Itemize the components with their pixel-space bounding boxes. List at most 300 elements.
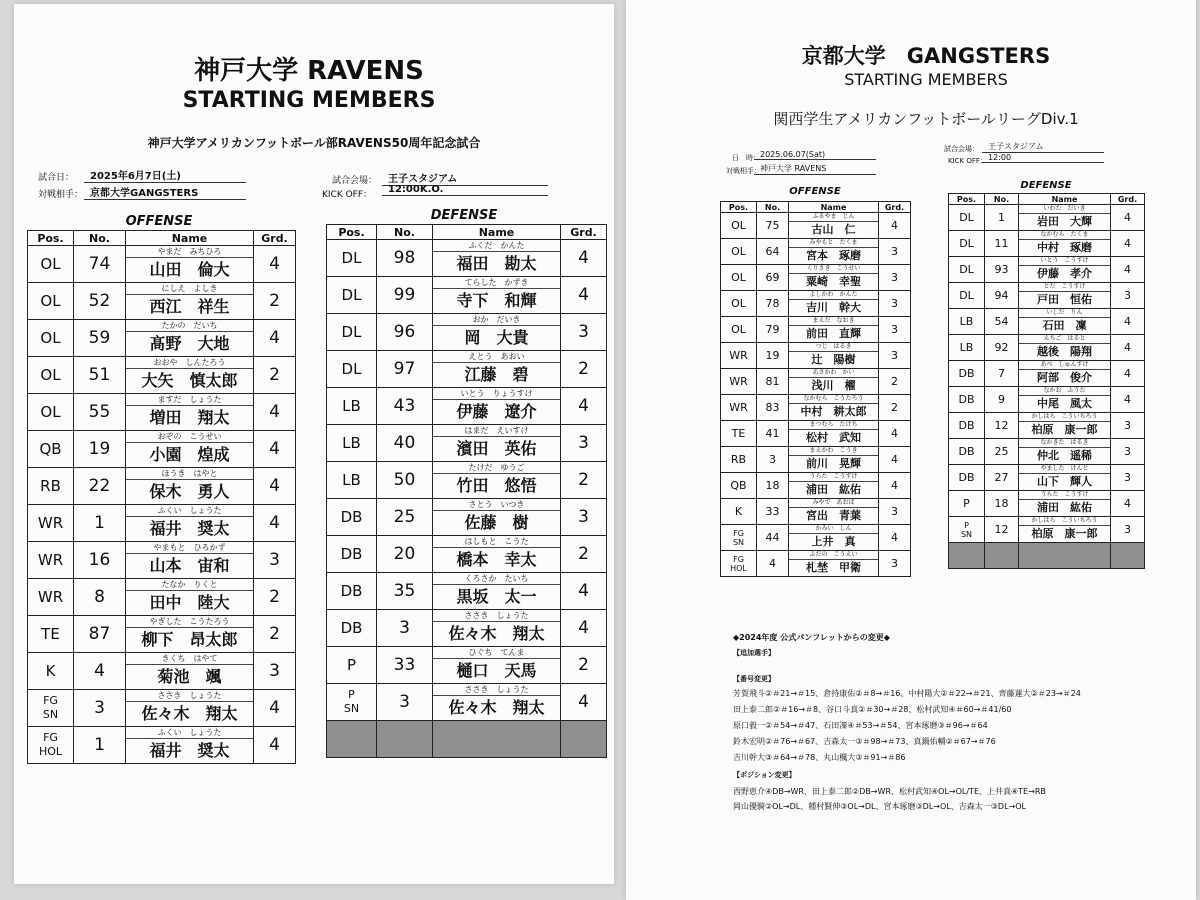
player-name: 黒坂 太一 xyxy=(456,586,537,606)
kyoto-defense-title: DEFENSE xyxy=(1020,180,1072,191)
name-cell xyxy=(789,447,879,473)
table-row xyxy=(949,335,1145,361)
kyoto-date-value: 2025.06.07(Sat) xyxy=(754,150,876,160)
grade-cell: 4 xyxy=(254,394,296,431)
player-name: 古山 仁 xyxy=(811,222,856,236)
player-name: 辻 陽樹 xyxy=(811,352,856,366)
furigana: ふくい しょうた xyxy=(126,506,253,517)
empty-cell xyxy=(985,543,1019,569)
position-cell: DB xyxy=(327,499,377,536)
position-text: P SN xyxy=(960,520,973,539)
player-name: 阿部 俊介 xyxy=(1037,370,1092,384)
name-header: Name xyxy=(1019,194,1111,205)
grade-cell: 3 xyxy=(1111,283,1145,309)
furigana: なかお ふうた xyxy=(1019,387,1110,395)
number-cell: 3 xyxy=(74,690,126,727)
grade-cell: 4 xyxy=(254,468,296,505)
position-cell: K xyxy=(721,499,757,525)
empty-row xyxy=(949,543,1145,569)
name-cell xyxy=(789,317,879,343)
position-text: FG SN xyxy=(42,694,59,721)
player-name: 山田 倫大 xyxy=(149,259,230,279)
position-cell: OL xyxy=(721,317,757,343)
number-cell: 64 xyxy=(757,239,789,265)
furigana: いとう りょうすけ xyxy=(433,389,560,400)
name-cell xyxy=(1019,465,1111,491)
table-row xyxy=(721,421,911,447)
grade-cell: 3 xyxy=(1111,465,1145,491)
name-cell xyxy=(789,525,879,551)
player-name: 吉川 幹大 xyxy=(806,300,861,314)
table-row xyxy=(28,690,296,727)
change-line: 吉川幹大③＃64→＃78、丸山楓大③＃91→＃86 xyxy=(733,753,906,762)
kyoto-opponent-label: 対戦相手： xyxy=(726,167,761,175)
grade-cell: 2 xyxy=(254,616,296,653)
number-cell: 43 xyxy=(377,388,433,425)
grade-header: Grd. xyxy=(254,231,296,246)
grade-cell: 2 xyxy=(561,351,607,388)
name-cell xyxy=(789,239,879,265)
position-cell: QB xyxy=(28,431,74,468)
grade-cell: 4 xyxy=(1111,335,1145,361)
player-name: 粟崎 幸聖 xyxy=(806,274,861,288)
empty-cell xyxy=(433,721,561,758)
position-cell: DL xyxy=(949,205,985,231)
name-cell xyxy=(433,499,561,536)
position-changes-label: 【ポジション変更】 xyxy=(733,771,796,779)
grade-header: Grd. xyxy=(561,225,607,240)
position-cell: OL xyxy=(28,357,74,394)
table-row xyxy=(327,240,607,277)
name-cell xyxy=(433,647,561,684)
number-changes-label: 【番号変更】 xyxy=(733,675,775,683)
grade-cell: 4 xyxy=(254,320,296,357)
position-cell: LB xyxy=(949,309,985,335)
table-row xyxy=(327,610,607,647)
change-line: 岡山優騎②OL→DL、種村賢伸③OL→DL、宮本琢磨③DL→OL、吉森太一③DL→OL xyxy=(733,802,1026,811)
player-name: 岡 大貴 xyxy=(464,327,529,347)
furigana: やぎした こうたろう xyxy=(126,617,253,628)
number-cell: 40 xyxy=(377,425,433,462)
position-text: FG HOL xyxy=(730,554,747,573)
furigana: ほうき はやと xyxy=(126,469,253,480)
number-cell: 4 xyxy=(757,551,789,577)
table-header-row xyxy=(721,202,911,213)
name-cell xyxy=(1019,335,1111,361)
furigana: ますだ しょうた xyxy=(126,395,253,406)
furigana: いとう こうすけ xyxy=(1019,257,1110,265)
table-row xyxy=(949,491,1145,517)
grade-cell: 3 xyxy=(879,239,911,265)
name-cell xyxy=(433,462,561,499)
kyoto-offense-table xyxy=(720,201,911,577)
name-cell xyxy=(789,213,879,239)
furigana: うらた こうすけ xyxy=(789,473,878,481)
player-name: 戸田 恒佑 xyxy=(1037,292,1092,306)
grade-cell: 4 xyxy=(561,610,607,647)
furigana: きくち はやて xyxy=(126,654,253,665)
grade-cell: 2 xyxy=(561,647,607,684)
furigana: はまだ えいすけ xyxy=(433,426,560,437)
empty-cell xyxy=(327,721,377,758)
grade-cell: 4 xyxy=(254,727,296,764)
player-name: 岩田 大輝 xyxy=(1037,214,1092,228)
furigana: えとう あおい xyxy=(433,352,560,363)
table-row xyxy=(949,283,1145,309)
number-cell: 3 xyxy=(377,684,433,721)
player-name: 越後 陽翔 xyxy=(1037,344,1092,358)
furigana: ささき しょうた xyxy=(433,611,560,622)
position-cell: RB xyxy=(721,447,757,473)
grade-cell: 2 xyxy=(254,579,296,616)
position-cell: DB xyxy=(949,361,985,387)
grade-cell: 4 xyxy=(1111,387,1145,413)
table-row xyxy=(949,361,1145,387)
position-cell: DL xyxy=(327,351,377,388)
added-players-label: 【追加選手】 xyxy=(733,649,775,657)
name-cell xyxy=(126,468,254,505)
kobe-starting-sheet xyxy=(14,4,614,884)
position-cell: OL xyxy=(28,394,74,431)
number-cell: 54 xyxy=(985,309,1019,335)
pos-header: Pos. xyxy=(949,194,985,205)
position-cell: RB xyxy=(28,468,74,505)
furigana: あべ しゅんすけ xyxy=(1019,361,1110,369)
change-line: 芳賀飛斗②＃21→＃15、倉持康佑②＃8→＃16、中村陽大②＃22→＃21、齊藤蓮大②＃23→＃24 xyxy=(733,689,1081,698)
table-row xyxy=(721,369,911,395)
number-cell: 96 xyxy=(377,314,433,351)
grade-cell: 3 xyxy=(1111,413,1145,439)
player-name: 樋口 天馬 xyxy=(456,660,537,680)
player-name: 竹田 悠悟 xyxy=(456,475,537,495)
table-row xyxy=(949,413,1145,439)
number-cell: 83 xyxy=(757,395,789,421)
kobe-offense-table xyxy=(27,230,296,764)
grade-cell: 4 xyxy=(561,277,607,314)
player-name: 中尾 風太 xyxy=(1037,396,1092,410)
position-cell: DL xyxy=(949,257,985,283)
name-cell xyxy=(126,616,254,653)
furigana: かしはら こういちろう xyxy=(1019,413,1110,421)
number-cell: 16 xyxy=(74,542,126,579)
kyoto-venue-value: 王子スタジアム xyxy=(982,141,1104,153)
position-cell: OL xyxy=(28,246,74,283)
table-row xyxy=(949,231,1145,257)
position-cell: WR xyxy=(28,542,74,579)
furigana: さとう いつき xyxy=(433,500,560,511)
number-cell: 1 xyxy=(74,727,126,764)
player-name: 宮出 青葉 xyxy=(806,508,861,522)
name-cell xyxy=(126,320,254,357)
position-cell: DB xyxy=(949,387,985,413)
kyoto-opponent-value: 神戸大学 RAVENS xyxy=(754,163,876,175)
grade-cell: 3 xyxy=(1111,439,1145,465)
name-cell xyxy=(789,291,879,317)
table-row xyxy=(721,265,911,291)
position-cell: DB xyxy=(949,439,985,465)
table-row xyxy=(721,473,911,499)
player-name: 小園 煌成 xyxy=(149,444,230,464)
number-cell: 50 xyxy=(377,462,433,499)
number-cell: 9 xyxy=(985,387,1019,413)
grade-cell: 4 xyxy=(1111,491,1145,517)
empty-cell xyxy=(377,721,433,758)
position-cell xyxy=(721,525,757,551)
furigana: なかむら こうたろう xyxy=(789,395,878,403)
name-cell xyxy=(1019,517,1111,543)
player-name: 福井 奨太 xyxy=(149,740,230,760)
name-cell xyxy=(789,421,879,447)
player-name: 増田 翔太 xyxy=(149,407,230,427)
grade-cell: 4 xyxy=(1111,257,1145,283)
name-cell xyxy=(789,343,879,369)
table-row xyxy=(327,684,607,721)
position-cell: WR xyxy=(28,579,74,616)
player-name: 山本 宙和 xyxy=(149,555,230,575)
furigana: ささき しょうた xyxy=(126,691,253,702)
name-cell xyxy=(433,573,561,610)
furigana: かみい しん xyxy=(789,525,878,533)
grade-cell: 2 xyxy=(561,536,607,573)
furigana: つじ はるき xyxy=(789,343,878,351)
name-cell xyxy=(126,394,254,431)
position-cell: WR xyxy=(721,369,757,395)
player-name: 保木 勇人 xyxy=(149,481,230,501)
table-header-row xyxy=(28,231,296,246)
player-name: 菊池 颯 xyxy=(157,666,222,686)
furigana: いしだ りん xyxy=(1019,309,1110,317)
position-cell xyxy=(28,690,74,727)
player-name: 浅川 櫂 xyxy=(811,378,856,392)
change-line: 西野恵介④DB→WR、田上泰二郎②DB→WR、松村武知④OL→OL/TE、上井真④TE→RB xyxy=(733,787,1046,796)
number-cell: 97 xyxy=(377,351,433,388)
number-cell: 78 xyxy=(757,291,789,317)
name-header: Name xyxy=(789,202,879,213)
furigana: みやで あおば xyxy=(789,499,878,507)
position-cell xyxy=(327,684,377,721)
number-cell: 74 xyxy=(74,246,126,283)
table-row xyxy=(327,388,607,425)
player-name: 橋本 幸太 xyxy=(456,549,537,569)
table-row xyxy=(721,239,911,265)
furigana: たけだ ゆうご xyxy=(433,463,560,474)
position-cell: OL xyxy=(721,265,757,291)
player-name: 柳下 昂太郎 xyxy=(141,629,238,649)
number-cell: 87 xyxy=(74,616,126,653)
player-name: 中村 耕太郎 xyxy=(800,404,867,418)
table-row xyxy=(949,465,1145,491)
name-header: Name xyxy=(433,225,561,240)
grade-cell: 3 xyxy=(561,499,607,536)
grade-cell: 3 xyxy=(561,425,607,462)
table-header-row xyxy=(949,194,1145,205)
no-header: No. xyxy=(985,194,1019,205)
furigana: やまもと ひろかず xyxy=(126,543,253,554)
position-text: FG SN xyxy=(732,528,745,547)
name-cell xyxy=(126,690,254,727)
position-cell: LB xyxy=(949,335,985,361)
grade-cell: 3 xyxy=(879,265,911,291)
grade-cell: 2 xyxy=(879,369,911,395)
player-name: 前田 直輝 xyxy=(806,326,861,340)
grade-header: Grd. xyxy=(1111,194,1145,205)
number-cell: 8 xyxy=(74,579,126,616)
position-cell: LB xyxy=(327,388,377,425)
number-cell: 33 xyxy=(377,647,433,684)
grade-cell: 3 xyxy=(254,653,296,690)
name-cell xyxy=(1019,439,1111,465)
position-cell: WR xyxy=(721,395,757,421)
kyoto-venue-label: 試合会場： xyxy=(944,145,979,153)
position-cell xyxy=(721,551,757,577)
number-cell: 79 xyxy=(757,317,789,343)
name-cell xyxy=(433,351,561,388)
position-cell: QB xyxy=(721,473,757,499)
table-row xyxy=(949,309,1145,335)
change-line: 鈴木宏明②＃76→＃67、吉森太一③＃98→＃73、真鍋佑輔②＃67→＃76 xyxy=(733,737,996,746)
player-name: 佐々木 翔太 xyxy=(141,703,238,723)
position-cell: LB xyxy=(327,425,377,462)
table-row xyxy=(721,499,911,525)
name-cell xyxy=(126,542,254,579)
player-name: 松村 武知 xyxy=(806,430,861,444)
position-cell: OL xyxy=(721,291,757,317)
position-cell: DB xyxy=(327,573,377,610)
table-header-row xyxy=(327,225,607,240)
pos-header: Pos. xyxy=(327,225,377,240)
player-name: 札埜 甲衛 xyxy=(806,560,861,574)
grade-cell: 3 xyxy=(1111,517,1145,543)
table-row xyxy=(28,653,296,690)
position-cell: P xyxy=(949,491,985,517)
changes-heading: ◆2024年度 公式パンフレットからの変更◆ xyxy=(733,633,890,642)
table-row xyxy=(327,425,607,462)
table-row xyxy=(28,394,296,431)
table-row xyxy=(949,517,1145,543)
grade-cell: 4 xyxy=(561,684,607,721)
furigana: ささき しょうた xyxy=(433,685,560,696)
grade-cell: 4 xyxy=(561,388,607,425)
kobe-opponent-label: 対戦相手： xyxy=(38,190,84,200)
name-cell xyxy=(126,246,254,283)
furigana: ひぐち てんま xyxy=(433,648,560,659)
position-cell xyxy=(28,727,74,764)
name-header: Name xyxy=(126,231,254,246)
grade-cell: 4 xyxy=(254,690,296,727)
number-cell: 93 xyxy=(985,257,1019,283)
table-row xyxy=(28,579,296,616)
number-cell: 35 xyxy=(377,573,433,610)
number-cell: 1 xyxy=(74,505,126,542)
grade-cell: 2 xyxy=(254,357,296,394)
number-cell: 98 xyxy=(377,240,433,277)
grade-cell: 4 xyxy=(1111,231,1145,257)
change-line: 原口毅一②＃54→＃47、石田凜④＃53→＃54、宮本琢磨③＃96→＃64 xyxy=(733,721,988,730)
kobe-team-title: 神戸大学 RAVENS xyxy=(194,56,424,86)
table-row xyxy=(721,525,911,551)
kobe-offense-title: OFFENSE xyxy=(125,214,193,229)
grade-cell: 4 xyxy=(879,213,911,239)
position-cell: DL xyxy=(327,240,377,277)
name-cell xyxy=(789,473,879,499)
name-cell xyxy=(433,277,561,314)
player-name: 仲北 遥稀 xyxy=(1037,448,1092,462)
name-cell xyxy=(126,431,254,468)
grade-cell: 4 xyxy=(561,240,607,277)
position-cell: DB xyxy=(949,465,985,491)
furigana: まつむら たけち xyxy=(789,421,878,429)
number-cell: 18 xyxy=(985,491,1019,517)
table-row xyxy=(28,468,296,505)
name-cell xyxy=(126,357,254,394)
grade-cell: 3 xyxy=(879,551,911,577)
player-name: 柏原 康一郎 xyxy=(1031,422,1098,436)
furigana: たかの だいち xyxy=(126,321,253,332)
table-row xyxy=(327,351,607,388)
position-cell: DL xyxy=(949,231,985,257)
number-cell: 3 xyxy=(377,610,433,647)
furigana: ふだの こうえい xyxy=(789,551,878,559)
table-row xyxy=(949,257,1145,283)
name-cell xyxy=(433,536,561,573)
grade-cell: 3 xyxy=(879,317,911,343)
kyoto-offense-title: OFFENSE xyxy=(789,186,841,197)
number-cell: 94 xyxy=(985,283,1019,309)
furigana: よしかわ かんた xyxy=(789,291,878,299)
furigana: にしえ よしき xyxy=(126,284,253,295)
player-name: 田中 陸大 xyxy=(149,592,230,612)
change-line: 田上泰二郎②＃16→＃8、谷口斗真②＃30→＃28、松村武知④＃60→＃41/60 xyxy=(733,705,1012,714)
position-cell: OL xyxy=(28,320,74,357)
position-cell: WR xyxy=(28,505,74,542)
table-row xyxy=(327,499,607,536)
pos-header: Pos. xyxy=(28,231,74,246)
grade-cell: 2 xyxy=(561,462,607,499)
table-row xyxy=(28,283,296,320)
kyoto-starting-sheet xyxy=(626,0,1196,900)
grade-header: Grd. xyxy=(879,202,911,213)
table-row xyxy=(28,542,296,579)
kobe-date-label: 試合日： xyxy=(38,173,75,183)
grade-cell: 4 xyxy=(254,505,296,542)
player-name: 前川 晃輝 xyxy=(806,456,861,470)
name-cell xyxy=(1019,309,1111,335)
table-row xyxy=(721,447,911,473)
position-cell: K xyxy=(28,653,74,690)
grade-cell: 3 xyxy=(561,314,607,351)
player-name: 大矢 慎太郎 xyxy=(141,370,238,390)
furigana: かしはら こういちろう xyxy=(1019,517,1110,525)
table-row xyxy=(327,462,607,499)
player-name: 髙野 大地 xyxy=(149,333,230,353)
grade-cell: 4 xyxy=(254,246,296,283)
number-cell: 44 xyxy=(757,525,789,551)
kyoto-team-title: 京都大学 GANGSTERS xyxy=(801,44,1051,68)
player-name: 福井 奨太 xyxy=(149,518,230,538)
name-cell xyxy=(433,610,561,647)
furigana: やまだ みちひろ xyxy=(126,247,253,258)
empty-cell xyxy=(1019,543,1111,569)
player-name: 石田 凜 xyxy=(1042,318,1087,332)
empty-row xyxy=(327,721,607,758)
table-row xyxy=(949,387,1145,413)
furigana: くりさき こうせい xyxy=(789,265,878,273)
grade-cell: 4 xyxy=(254,431,296,468)
furigana: おおや しんたろう xyxy=(126,358,253,369)
empty-cell xyxy=(1111,543,1145,569)
table-row xyxy=(28,246,296,283)
player-name: 佐藤 樹 xyxy=(464,512,529,532)
